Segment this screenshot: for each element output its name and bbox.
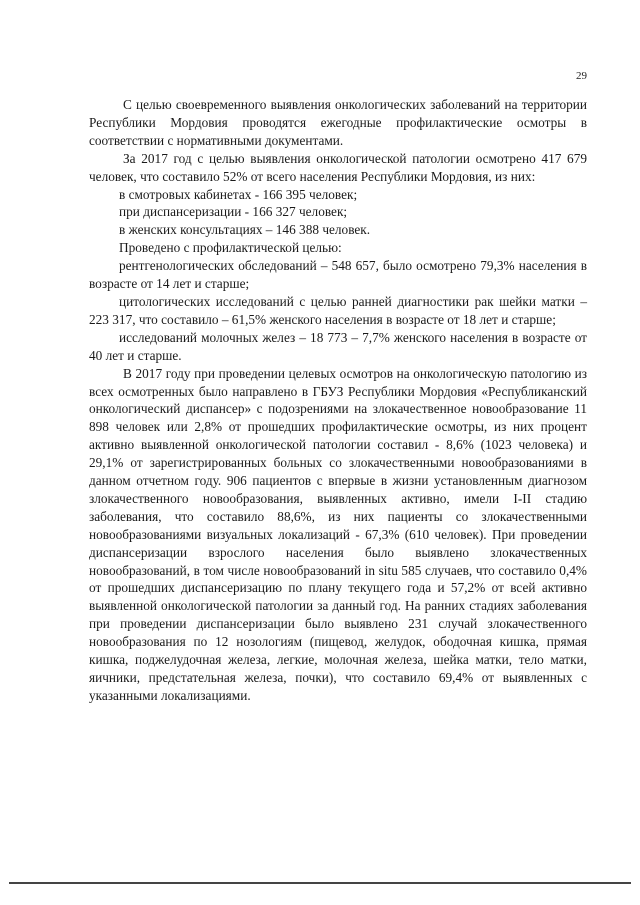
paragraph-intro: С целью своевременного выявления онкологических заболеваний на территории Республики Мордовия проводятся ежегодные профилактические осмотры в соответствии с нормативными документами.	[89, 97, 587, 148]
list-item-womens-clinics: в женских консультациях – 146 388 человек.	[119, 222, 371, 238]
bottom-rule	[9, 882, 631, 884]
paragraph-targeted-exams: В 2017 году при проведении целевых осмотров на онкологическую патологию из всех осмотренных было направлено в ГБУЗ Республики Мордовия «Республиканский онкологический диспансер» с подозрениями на злокачественное новообразование 11 898 человек или 2,8% от прошедших профилактические осмотры, из них процент активно выявленной онкологической патологии составил - 8,6% (1023 человека) и 29,1% от зарегистрированных больных со злокачественными новообразованиями в данном отчетном году. 906 пациентов с впервые в жизни установленным диагнозом злокачественного новообразования, выявленных активно, имели I-II стадию заболевания, что составило 88,6%, из них пациенты со злокачественными новообразованиями визуальных локализаций - 67,3% (610 человек). При проведении диспансеризации взрослого населения было выявлено злокачественных новообразований, в том числе новообразований in situ 585 случаев, что составило 0,4% от прошедших диспансеризацию по плану текущего года и 57,2% от всей активно выявленной онкологической патологии за данный год. На ранних стадиях заболевания при проведении диспансеризации было выявлено 231 случай злокачественного новообразования по 12 нозологиям (пищевод, желудок, ободочная кишка, прямая кишка, поджелудочная железа, легкие, молочная железа, шейка матки, тело матки, яичники, предстательная железа, почки), что составило 69,4% от выявленных с указанными локализациями.	[89, 365, 587, 703]
list-item-xray: рентгенологических обследований – 548 657, было осмотрено 79,3% населения в возрасте от 14 лет и старше;	[89, 258, 587, 292]
list-item-mammary: исследований молочных желез – 18 773 – 7,7% женского населения в возрасте от 40 лет и старше.	[89, 329, 587, 363]
page-number: 29	[576, 70, 587, 82]
list-item-dispensarization: при диспансеризации - 166 327 человек;	[119, 204, 348, 220]
list-item-cytology: цитологических исследований с целью ранней диагностики рак шейки матки – 223 317, что составило – 61,5% женского населения в возрасте от 18 лет и старше;	[89, 293, 587, 327]
list-item-exam-rooms: в смотровых кабинетах - 166 395 человек;	[119, 186, 358, 202]
document-body	[89, 96, 587, 705]
paragraph-examined-total: За 2017 год с целью выявления онкологической патологии осмотрено 417 679 человек, что составило 52% от всего населения Республики Мордовия, из них:	[89, 150, 587, 184]
paragraph-preventive-heading: Проведено с профилактической целью:	[119, 240, 342, 256]
